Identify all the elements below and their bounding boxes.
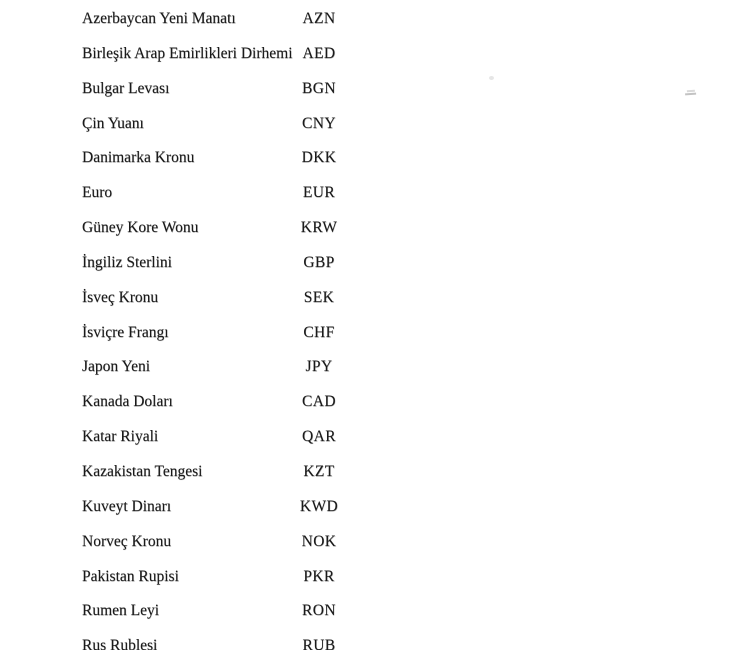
currency-row — [0, 78, 750, 113]
currency-row — [0, 322, 750, 357]
currency-name: Rus Rublesi — [82, 637, 158, 650]
currency-code: KRW — [300, 219, 338, 237]
currency-name: Pakistan Rupisi — [82, 567, 179, 585]
currency-row — [0, 356, 750, 391]
currency-name: Kanada Doları — [82, 393, 173, 411]
currency-row — [0, 182, 750, 217]
currency-row — [0, 461, 750, 496]
currency-row — [0, 43, 750, 78]
currency-row — [0, 287, 750, 322]
currency-name: Rumen Leyi — [82, 602, 160, 620]
currency-name: Çin Yuanı — [82, 114, 144, 132]
currency-name: Kazakistan Tengesi — [82, 462, 203, 480]
currency-row — [0, 531, 750, 566]
currency-name: Birleşik Arap Emirlikleri Dirhemi — [82, 44, 293, 62]
currency-code: KWD — [299, 497, 339, 515]
currency-name: İsviçre Frangı — [82, 323, 169, 341]
currency-name: Norveç Kronu — [82, 532, 172, 550]
currency-row — [0, 391, 750, 426]
currency-code: SEK — [303, 288, 335, 306]
currency-name: Azerbaycan Yeni Manatı — [82, 10, 236, 27]
currency-code: CHF — [303, 323, 335, 341]
currency-name: Bulgar Levası — [82, 79, 170, 97]
currency-code: PKR — [303, 567, 335, 585]
currency-code: RON — [302, 602, 336, 620]
currency-code: DKK — [301, 149, 337, 167]
currency-code: NOK — [301, 532, 337, 550]
currency-code: BGN — [302, 79, 336, 97]
currency-code: AED — [302, 44, 336, 62]
currency-code: KZT — [303, 462, 335, 480]
currency-name: Güney Kore Wonu — [82, 219, 199, 237]
currency-code: RUB — [302, 637, 336, 650]
currency-row — [0, 600, 750, 635]
currency-name: Japon Yeni — [82, 358, 151, 376]
currency-code: EUR — [302, 184, 336, 202]
currency-row — [0, 8, 750, 43]
scan-artifact-smudge — [685, 90, 697, 96]
currency-code: CNY — [302, 114, 336, 132]
currency-name: İsveç Kronu — [82, 288, 159, 306]
currency-name: İngiliz Sterlini — [82, 253, 172, 271]
currency-row — [0, 252, 750, 287]
currency-code: AZN — [302, 10, 336, 27]
currency-row — [0, 147, 750, 182]
currency-row — [0, 217, 750, 252]
currency-row — [0, 635, 750, 650]
currency-row — [0, 566, 750, 601]
currency-name: Katar Riyali — [82, 428, 159, 446]
currency-row — [0, 496, 750, 531]
currency-list — [0, 8, 750, 650]
currency-row — [0, 113, 750, 148]
scan-artifact-speck — [489, 76, 494, 80]
currency-name: Kuveyt Dinarı — [82, 497, 172, 515]
currency-code: GBP — [303, 253, 335, 271]
currency-row — [0, 426, 750, 461]
currency-name: Danimarka Kronu — [82, 149, 195, 167]
currency-name: Euro — [82, 184, 113, 202]
currency-code: QAR — [302, 428, 336, 446]
currency-code: JPY — [305, 358, 333, 376]
currency-code: CAD — [302, 393, 336, 411]
